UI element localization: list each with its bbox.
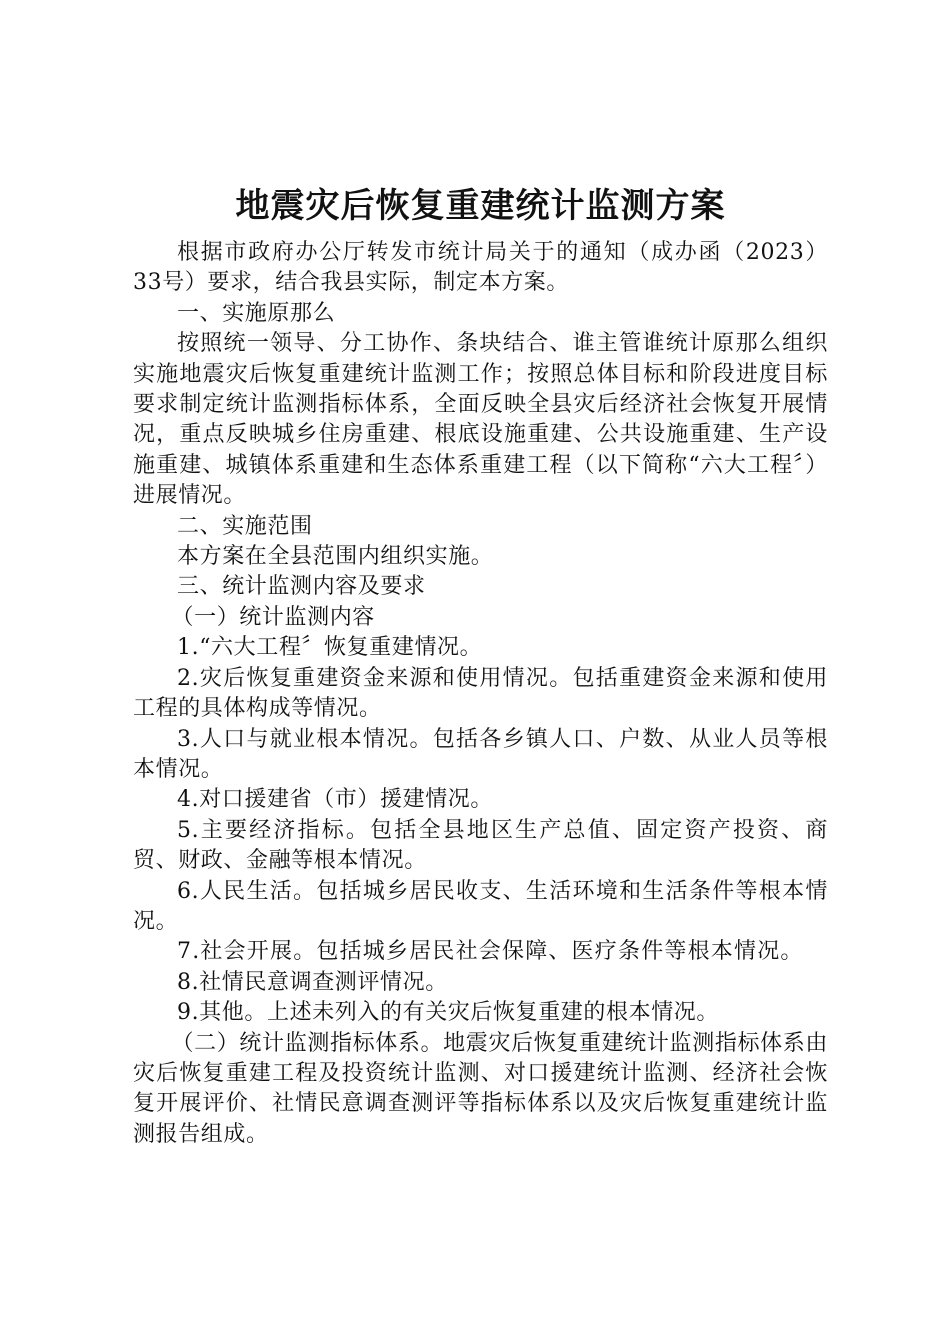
scope-paragraph: 本方案在全县范围内组织实施。 [177, 544, 494, 570]
list-item: 6.人民生活。包括城乡居民收支、生活环境和生活条件等根本情况。 [133, 878, 828, 934]
list-item: 9.其他。上述未列入的有关灾后恢复重建的根本情况。 [177, 1000, 719, 1026]
indicator-system-paragraph: （二）统计监测指标体系。地震灾后恢复重建统计监测指标体系由灾后恢复重建工程及投资统计监测、对口援建统计监测、经济社会恢复开展评价、社情民意调查测评等指标体系以及灾后恢复重建统计监测报告组成。 [133, 1030, 828, 1147]
list-item: 5.主要经济指标。包括全县地区生产总值、固定资产投资、商贸、财政、金融等根本情况。 [133, 817, 828, 874]
list-item: 1.“六大工程〞恢复重建情况。 [177, 635, 483, 661]
principles-paragraph: 按照统一领导、分工协作、条块结合、谁主管谁统计原那么组织实施地震灾后恢复重建统计监测工作；按照总体目标和阶段进度目标要求制定统计监测指标体系，全面反映全县灾后经济社会恢复开展情况，重点反映城乡住房重建、根底设施重建、公共设施重建、生产设施重建、城镇体系重建和生态体系重建工程（以下简称“六大工程〞）进展情况。 [133, 331, 828, 509]
section-heading-principles: 一、实施原那么 [177, 300, 336, 326]
list-item: 8.社情民意调查测评情况。 [177, 969, 448, 995]
list-item: 2.灾后恢复重建资金来源和使用情况。包括重建资金来源和使用工程的具体构成等情况。 [133, 665, 828, 722]
list-item: 3.人口与就业根本情况。包括各乡镇人口、户数、从业人员等根本情况。 [133, 726, 828, 782]
document-page [133, 178, 828, 1150]
section-heading-content: 三、统计监测内容及要求 [177, 574, 426, 600]
document-title: 地震灾后恢复重建统计监测方案 [235, 186, 726, 226]
intro-paragraph: 根据市政府办公厅转发市统计局关于的通知（成办函（2023）33号）要求，结合我县实际，制定本方案。 [133, 240, 828, 296]
section-heading-scope: 二、实施范围 [177, 513, 313, 539]
list-item: 7.社会开展。包括城乡居民社会保障、医疗条件等根本情况。 [177, 939, 804, 965]
subsection-heading-content: （一）统计监测内容 [171, 604, 375, 630]
list-item: 4.对口援建省（市）援建情况。 [177, 787, 493, 813]
